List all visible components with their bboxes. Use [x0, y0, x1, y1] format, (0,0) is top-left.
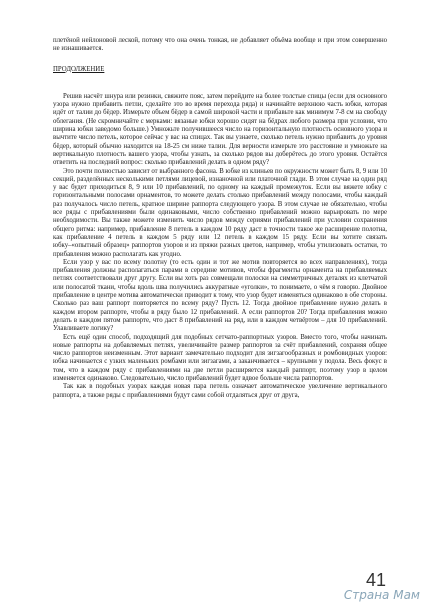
paragraph: Решив насчёт шнура или резинки, свяжите пояс, затем перейдите на более толстые спицы (если для основного узора нужно прибавить петли, сделайте это во время перехода ряда) и начинайте верхнюю часть юбки, которая идёт от талии до бёдер. Измерьте объем бёдер в самой широкой части и прибавьте как минимум 7-8 см на свободу облегания. (Не скромничайте с мерками: вязаные юбки хорошо сидят на бёдрах любого размера при условии, что ширина юбки заведомо больше.) Умножьте получившееся число на горизонтальную плотность основного узора и вычтите число петель, которое сейчас у вас на спицах. Так вы узнаете, сколько петель нужно прибавить до уровня бёдер, который обычно находится на 18-25 см ниже талии. Для верности измерьте это расстояние и умножьте на вертикальную плотность вашего узора, чтобы узнать, за сколько рядов вы доберётесь до этого уровня. Остаётся ответить на последний вопрос: сколько прибавлений делать в одном ряду? — [53, 92, 387, 167]
watermark-logo: Страна Мам — [343, 588, 420, 602]
page-body — [53, 37, 387, 400]
paragraph: Это почти полностью зависит от выбранного фасона. В юбке из клиньев по окружности может быть 8, 9 или 10 секций, разделённых несколькими петлями лицевой, изнаночной или платочной глади. В этом случае на один ряд у вас будет приходиться 8, 9 или 10 прибавлений, по одному на каждый промежуток. Если вы вяжете юбку с горизонтальными полосами орнаментов, то можете делать столько прибавлений между полосами, чтобы каждый раз получалось число петель, кратное ширине раппорта следующего узора. В этом случае не обязательно, чтобы все ряды с прибавлениями были одинаковыми, число собственно прибавлений можно варьировать по мере необходимости. Вы также можете изменить число рядов между сериями прибавлений при условии сохранения общего ритма: например, прибавление 8 петель в каждом 10 ряду даст в точности такое же расширение полотна, как прибавление 4 петель в каждом 5 ряду или 12 петель в каждом 15 ряду. Если вы хотите связать юбку–«опытный образец» раппортов узоров и из пряжи разных цветов, например, чтобы утилизовать остатки, то прибавления можно располагать как угодно. — [53, 167, 387, 258]
paragraph: Если узор у вас по всему полотну (то есть один и тот же мотив повторяется во всех направлениях), тогда прибавления должны располагаться парами в середине мотивов, чтобы фрагменты орнамента на прибавляемых петлях соответствовали друг другу. Если вы хоть раз совмещали полоски на симметричных деталях из клетчатой или полосатой ткани, чтобы вдоль шва получились аккуратные «уголки», то понимаете, о чём я говорю. Двойное прибавление в центре мотива автоматически приводит к тому, что узор будет изменяться одинаково в обе стороны. Сколько раз ваш раппорт повторяется по всему ряду? Пусть 12. Тогда двойное прибавление нужно делать в каждом втором раппорте, чтобы в ряду было 12 прибавлений. А если раппортов 20? Тогда прибавления можно делать в каждом пятом раппорте, что даст 8 прибавлений на ряд, или в каждом четвёртом – для 10 прибавлений. Улавливаете логику? — [53, 258, 387, 333]
page-number: 41 — [365, 570, 386, 590]
paragraph: Есть ещё один способ, подходящий для подобных сетчато-раппортных узоров. Вместо того, чтобы начинать новые раппорты на добавляемых петлях, увеличивайте размер раппортов за счёт прибавлений, сохраняя общее число раппортов неизменным. Этот вариант замечательно подходит для зигзагообразных и ромбовидных узоров: юбка начинается с узких маленьких ромбами или зигзагами, а заканчивается – крупными у подола. Весь фокус в том, что в каждом ряду с прибавлениями на две петли расширяется каждый раппорт, поэтому узор в целом изменяется одинаково. Следовательно, число прибавлений будет вдвое больше числа раппортов. — [53, 333, 387, 382]
intro-paragraph: плетёной нейлоновой леской, потому что она очень тонкая, не добавляет объёма вообще и при этом совершенно не изнашивается. — [53, 37, 387, 53]
paragraph: Так как в подобных узорах каждая новая пара петель означает автоматическое увеличение вертикального раппорта, а также ряды с прибавлениями будут сами собой отдаляться друг от друга, — [53, 383, 387, 399]
section-heading: ПРОДОЛЖЕНИЕ — [53, 65, 105, 73]
